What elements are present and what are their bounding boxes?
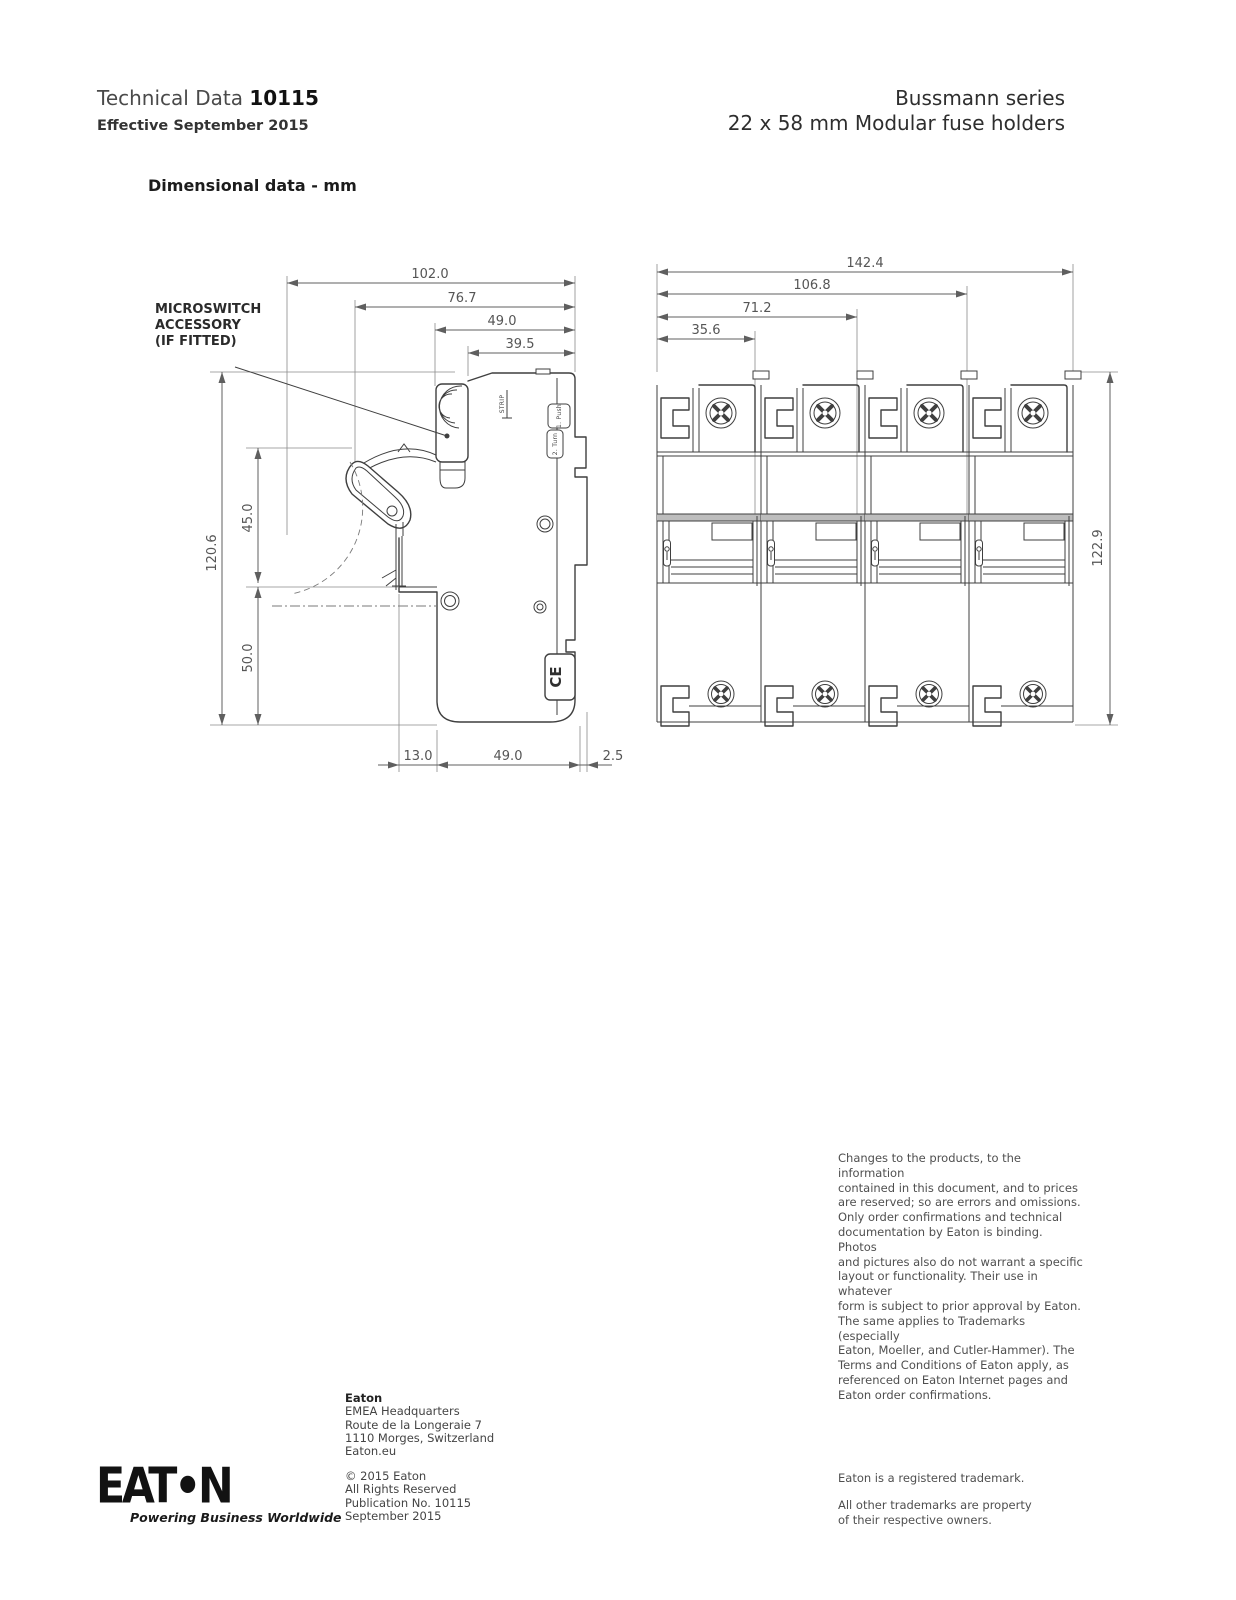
company-name: Eaton [345,1391,383,1405]
front-extension-lines [657,264,1118,725]
legal-line: are reserved; so are errors and omissions. [838,1195,1081,1210]
strip-mark: STRIP [499,394,506,414]
front-view-drawing [630,250,1140,780]
side-body [235,367,587,722]
product-name: 22 x 58 mm Modular fuse holders [727,111,1065,135]
trademark-note: Eaton is a registered trademark. [838,1471,1025,1485]
dim-label: 50.0 [241,643,256,673]
copyright-line: September 2015 [345,1508,442,1523]
dim-label: 45.0 [241,503,256,533]
series-name: Bussmann series [895,86,1065,110]
copyright-block [345,1470,471,1523]
callout-line: ACCESSORY [155,318,241,333]
address-line: EMEA Headquarters [345,1404,460,1419]
side-top-dims [287,267,575,357]
dim-label: 122.9 [1091,529,1106,567]
address-block [345,1392,494,1458]
dim-label: 106.8 [793,278,831,293]
dim-label: 142.4 [846,256,884,271]
dim-label: 76.7 [447,291,477,306]
legal-line: layout or functionality. Their use in whatever [838,1269,1038,1299]
side-view-drawing [140,250,640,780]
front-right-dim [1091,372,1114,725]
legal-line: Changes to the products, to the information [838,1151,1022,1180]
push-mark: 1. Push [556,404,563,428]
legal-line: contained in this document, and to prices [838,1180,1078,1195]
trademark-line: All other trademarks are property [838,1498,1032,1512]
dim-label: 120.6 [205,534,220,572]
turn-mark: 2. Turn [552,432,559,456]
legal-line: and pictures also do not warrant a specific [838,1254,1083,1269]
dim-label: 49.0 [493,749,523,764]
legal-line: referenced on Eaton Internet pages and [838,1372,1068,1387]
header-right [728,86,1065,136]
legal-line: form is subject to prior approval by Eaton. [838,1298,1081,1313]
dim-label: 49.0 [487,314,517,329]
section-title: Dimensional data - mm [148,176,357,195]
company-website: Eaton.eu [345,1444,397,1459]
legal-line: Eaton, Moeller, and Cutler-Hammer). The [838,1343,1075,1358]
callout-line: (IF FITTED) [155,334,237,349]
front-top-dims [657,256,1073,343]
doc-number: 10115 [249,86,319,110]
legal-line: Eaton order confirmations. [838,1387,992,1402]
dim-label: 102.0 [411,267,449,282]
dim-label: 71.2 [742,301,772,316]
eaton-tagline: Powering Business Worldwide [130,1510,342,1525]
legal-line: documentation by Eaton is binding. Photos [838,1224,1043,1254]
copyright-line: All Rights Reserved [345,1482,457,1497]
address-line: 1110 Morges, Switzerland [345,1430,495,1445]
legal-line: Only order confirmations and technical [838,1210,1063,1225]
effective-date: Effective September 2015 [97,118,309,134]
legal-line: The same applies to Trademarks (especially [838,1313,1026,1343]
trademark-note-2 [838,1498,1032,1527]
dim-label: 35.6 [691,323,721,338]
side-left-dims [205,372,262,725]
trademark-line: of their respective owners. [838,1512,992,1527]
dim-label: 13.0 [403,749,433,764]
dim-label: 2.5 [602,749,624,764]
address-line: Route de la Longeraie 7 [345,1417,482,1432]
publication-number: Publication No. 10115 [345,1495,472,1510]
doc-type-label: Technical Data [97,86,250,110]
eaton-logo: EAT•N [96,1458,231,1515]
copyright-line: © 2015 Eaton [345,1469,427,1483]
side-bottom-dims [378,749,623,769]
fuse-carrier-handle [346,461,411,528]
doc-title [97,86,319,110]
callout-line: MICROSWITCH [155,302,262,317]
front-body [657,371,1081,726]
legal-line: Terms and Conditions of Eaton apply, as [838,1358,1069,1373]
legal-text [838,1151,1083,1403]
ce-mark: CE [547,666,565,688]
dim-label: 39.5 [505,337,535,352]
